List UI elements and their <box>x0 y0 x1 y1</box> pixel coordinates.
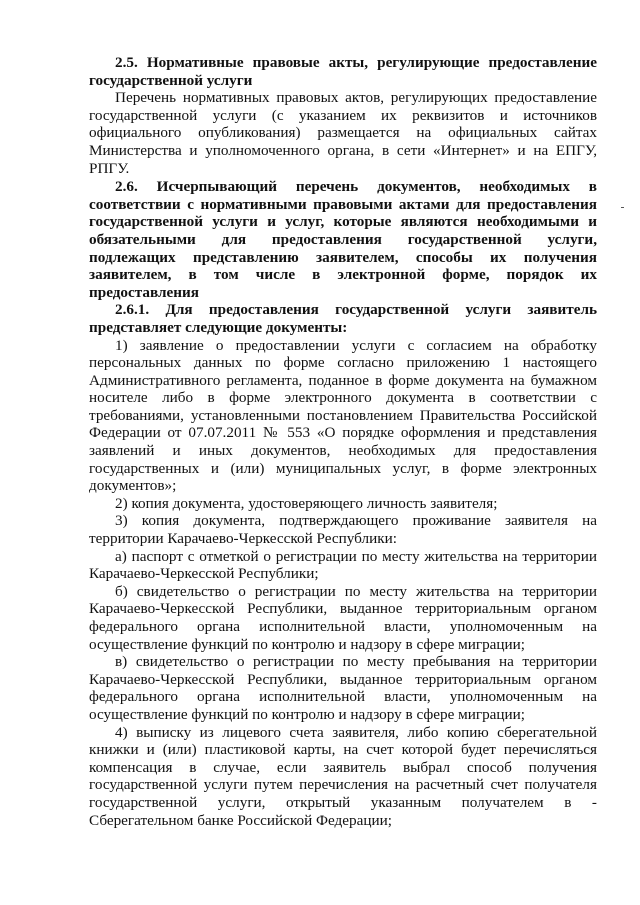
scan-speck <box>621 207 624 208</box>
section-2-5-heading: 2.5. Нормативные правовые акты, регулирующие предоставление государственной услуги <box>89 54 597 89</box>
list-item-3b: б) свидетельство о регистрации по месту жительства на территории Карачаево-Черкесской Республики, выданное территориальным органом федерального органа исполнительной власти, уполномоченным на осуществление функций по контролю и надзору в сфере миграции; <box>89 582 597 653</box>
list-item-2: 2) копия документа, удостоверяющего личность заявителя; <box>115 494 498 512</box>
list-item-3: 3) копия документа, подтверждающего проживание заявителя на территории Карачаево-Черкесской Республики: <box>89 512 597 548</box>
document-page <box>89 54 597 829</box>
section-2-6-heading: 2.6. Исчерпывающий перечень документов, необходимых в соответствии с нормативными правовыми актами для предоставления государственной услуги и услуг, которые являются необходимыми и обязательными для предоставления государственной услуги, подлежащих представлению заявителем, способы их получения заявителем, в том числе в электронной форме, порядок их предоставления <box>89 178 597 301</box>
section-2-5-paragraph: Перечень нормативных правовых актов, регулирующих предоставление государственной услуги (с указанием их реквизитов и источников официального опубликования) размещается на официальных сайтах Министерства и уполномоченного органа, в сети «Интернет» и на ЕПГУ, РПГУ. <box>89 89 597 177</box>
list-item-3a: а) паспорт с отметкой о регистрации по месту жительства на территории Карачаево-Черкесской Республики; <box>89 547 597 583</box>
list-item-4: 4) выписку из лицевого счета заявителя, либо копию сберегательной книжки и (или) пластиковой карты, на счет которой будет перечисляться компенсация в случае, если заявитель выбрал способ получения государственной услуги путем перечисления на расчетный счет получателя государственной услуги, открытый указанным получателем в - Сберегательном банке Российской Федерации; <box>89 723 597 829</box>
list-item-3v: в) свидетельство о регистрации по месту пребывания на территории Карачаево-Черкесской Республики, выданное территориальным органом федерального органа исполнительной власти, уполномоченным на осуществление функций по контролю и надзору в сфере миграции; <box>89 653 597 723</box>
list-item-1: 1) заявление о предоставлении услуги с согласием на обработку персональных данных по форме согласно приложению 1 настоящего Административного регламента, поданное в форме документа на бумажном носителе либо в форме электронного документа в соответствии с требованиями, установленными постановлением Правительства Российской Федерации от 07.07.2011 № 553 «О порядке оформления и представления заявлений и иных документов, необходимых для предоставления государственных и (или) муниципальных услуг, в форме электронных документов»; <box>89 336 597 495</box>
section-2-6-1-heading: 2.6.1. Для предоставления государственной услуги заявитель представляет следующие документы: <box>89 301 597 336</box>
